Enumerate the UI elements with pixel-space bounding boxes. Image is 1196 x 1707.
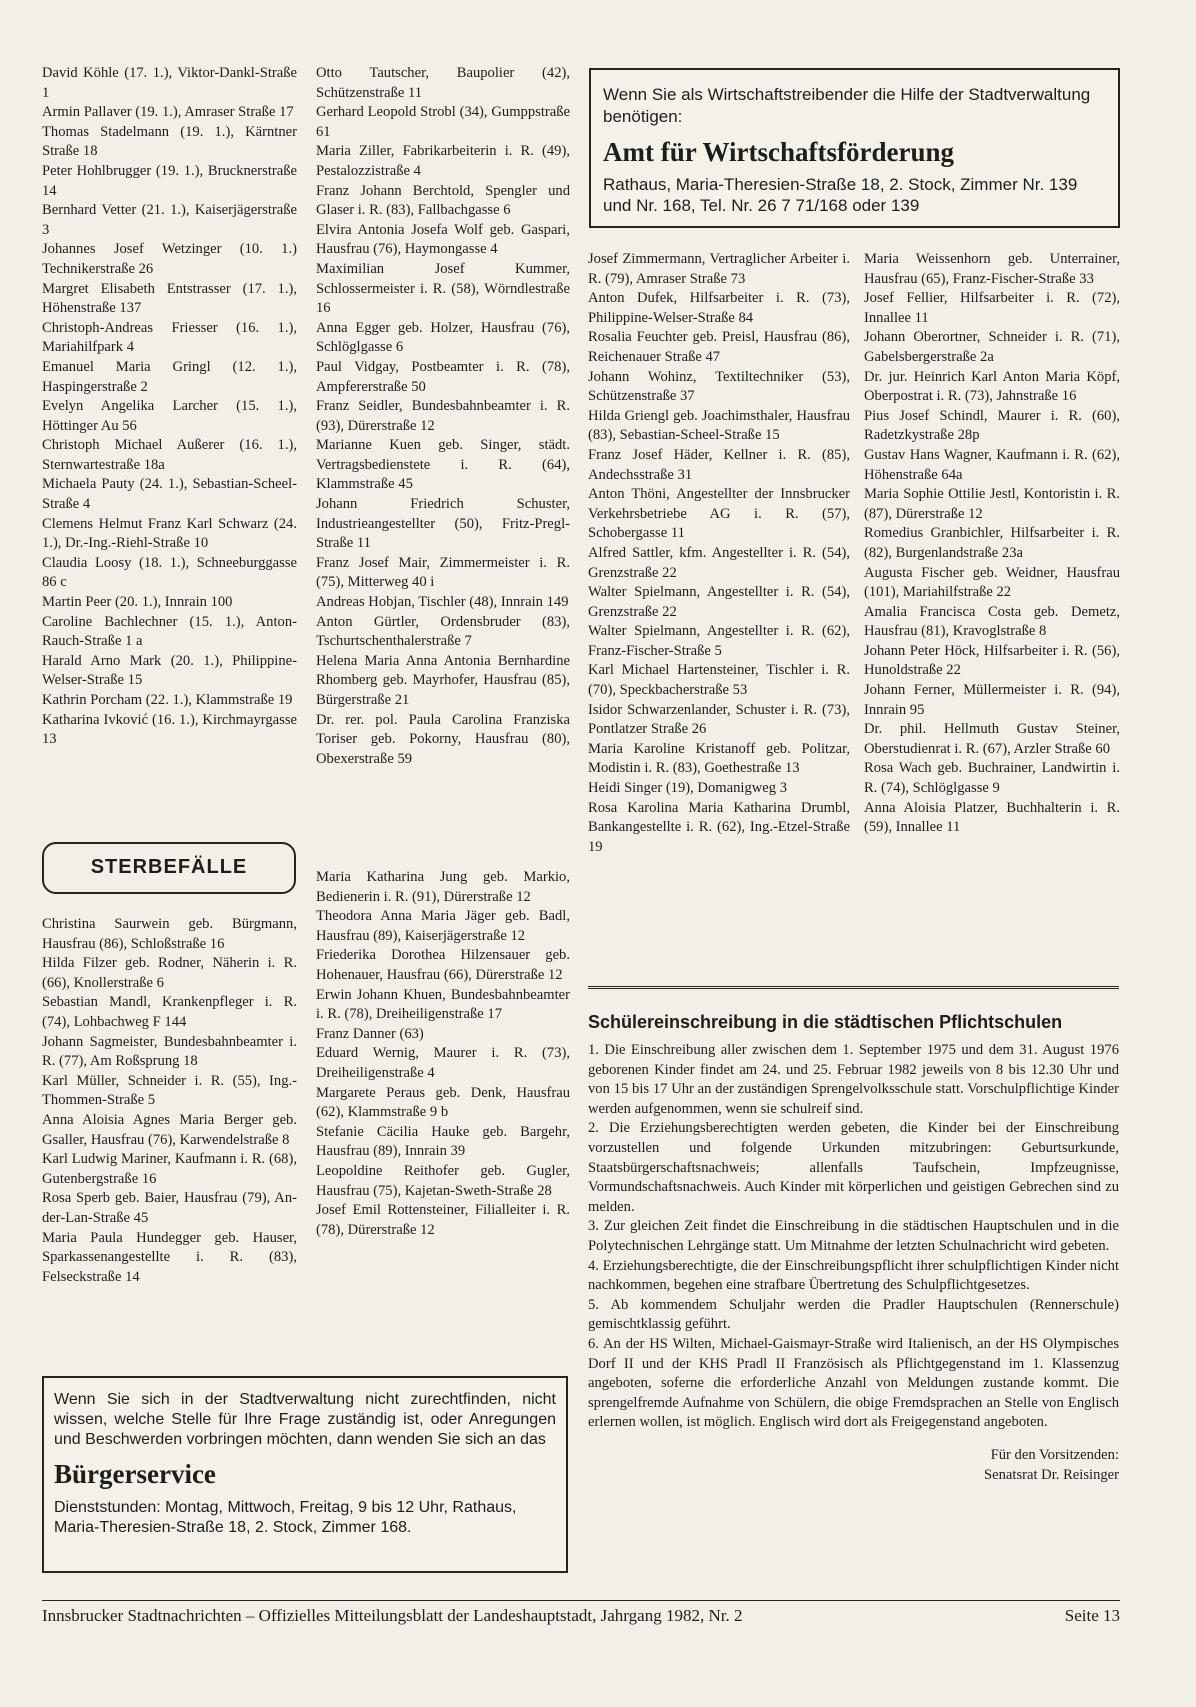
death-entry: Margarete Peraus geb. Denk, Hausfrau (62), Klammstraße 9 b xyxy=(316,1084,570,1121)
death-entry: Dr. phil. Hellmuth Gustav Steiner, Oberstudienrat i. R. (67), Arzler Straße 60 xyxy=(864,721,1120,757)
death-entry: Karl Ludwig Mariner, Kaufmann i. R. (68), Gutenbergstraße 16 xyxy=(42,1151,297,1187)
wirtschaft-title: Amt für Wirtschaftsförderung xyxy=(603,137,954,167)
footer-publication: Innsbrucker Stadtnachrichten – Offizielles Mitteilungsblatt der Landeshauptstadt, Jahrgang 1982, Nr. 2 xyxy=(42,1606,743,1625)
death-entry: Augusta Fischer geb. Weidner, Hausfrau (101), Mariahilfstraße 22 xyxy=(864,564,1120,601)
birth-entry: Margret Elisabeth Entstrasser (17. 1.), Höhenstraße 137 xyxy=(42,280,297,317)
death-entry: Hilda Griengl geb. Joachimsthaler, Hausfrau (83), Sebastian-Scheel-Straße 15 xyxy=(588,407,850,444)
death-entry: Johann Sagmeister, Bundesbahnbeamter i. R. (77), Am Roßsprung 18 xyxy=(42,1033,297,1070)
births-column-2 xyxy=(316,64,570,769)
death-entry: Maria Weissenhorn geb. Unterrainer, Hausfrau (65), Franz-Fischer-Straße 33 xyxy=(864,251,1120,287)
death-entry: Karl Michael Hartensteiner, Tischler i. R. (70), Speckbacherstraße 53 xyxy=(588,662,850,699)
signature-line-2: Senatsrat Dr. Reisinger xyxy=(984,1466,1119,1483)
death-entry: Amalia Francisca Costa geb. Demetz, Hausfrau (81), Kravoglstraße 8 xyxy=(864,603,1120,640)
death-entry: Anton Thöni, Angestellter der Innsbrucker Verkehrsbetriebe AG i. R. (57), Schobergasse 11 xyxy=(588,486,850,542)
death-entry: Franz Danner (63) xyxy=(316,1025,424,1042)
death-entry: Erwin Johann Khuen, Bundesbahnbeamter i. R. (78), Dreiheiligenstraße 17 xyxy=(316,986,570,1023)
births-column-1 xyxy=(42,64,297,750)
birth-entry: Peter Hohlbrugger (19. 1.), Brucknerstraße 14 xyxy=(42,162,297,199)
death-entry: Anton Dufek, Hilfsarbeiter i. R. (73), Philippine-Welser-Straße 84 xyxy=(588,290,850,326)
deaths-column-1 xyxy=(42,915,297,1287)
death-entry: Maria Paula Hundegger geb. Hauser, Sparkassenangestellte i. R. (83), Felseckstraße 14 xyxy=(42,1229,297,1285)
death-entry: Johann Ferner, Müllermeister i. R. (94), Innrain 95 xyxy=(864,682,1120,718)
birth-entry: Andreas Hobjan, Tischler (48), Innrain 149 xyxy=(316,594,569,611)
death-entry: Johann Oberortner, Schneider i. R. (71), Gabelsbergerstraße 2a xyxy=(864,329,1120,365)
footer-page-number: Seite 13 xyxy=(1064,1606,1120,1625)
birth-entry: Armin Pallaver (19. 1.), Amraser Straße 17 xyxy=(42,104,294,121)
death-entry: Pius Josef Schindl, Maurer i. R. (60), Radetzkystraße 28p xyxy=(864,407,1120,444)
school-item: 6. An der HS Wilten, Michael-Gaismayr-Straße wird Italienisch, an der HS Olympisches Dorf II und der KHS Pradl II Französisch als Pflichtgegenstand im 1. Klassenzug angeboten, soferne die erforderliche Anzahl von Meldungen zustande kommt. Die sprengelfremde Aufnahme von Schülern, die obige Fremdsprachen an Stelle von Englisch erlernen wollen, ist möglich. Englisch wird dort als Freigegenstand angeboten. xyxy=(588,1335,1119,1431)
death-entry: Rosa Wach geb. Buchrainer, Landwirtin i. R. (74), Schlöglgasse 9 xyxy=(864,760,1120,797)
birth-entry: Helena Maria Anna Antonia Bernhardine Rhomberg geb. Mayrhofer, Hausfrau (85), Bürgerstraße 21 xyxy=(316,652,570,708)
death-entry: Alfred Sattler, kfm. Angestellter i. R. (54), Grenzstraße 22 xyxy=(588,544,850,581)
death-entry: Rosa Karolina Maria Katharina Drumbl, Bankangestellte i. R. (62), Ing.-Etzel-Straße 19 xyxy=(588,799,850,855)
birth-entry: Evelyn Angelika Larcher (15. 1.), Höttinger Au 56 xyxy=(42,398,297,434)
birth-entry: Johannes Josef Wetzinger (10. 1.) Technikerstraße 26 xyxy=(42,241,297,277)
birth-entry: Harald Arno Mark (20. 1.), Philippine-Welser-Straße 15 xyxy=(42,652,297,689)
buergerservice-box xyxy=(42,1376,568,1573)
deaths-column-3 xyxy=(588,250,850,857)
death-entry: Gustav Hans Wagner, Kaufmann i. R. (62), Höhenstraße 64a xyxy=(864,446,1120,483)
birth-entry: Dr. rer. pol. Paula Carolina Franziska Toriser geb. Pokorny, Hausfrau (80), Obexerstraße 59 xyxy=(316,711,570,767)
birth-entry: Clemens Helmut Franz Karl Schwarz (24. 1.), Dr.-Ing.-Riehl-Straße 10 xyxy=(42,515,297,552)
birth-entry: Emanuel Maria Gringl (12. 1.), Haspingerstraße 2 xyxy=(42,358,297,395)
school-item: 3. Zur gleichen Zeit findet die Einschreibung in die städtischen Hauptschulen und in die Polytechnischen Lehrgänge statt. Um Mitnahme der letzten Schulnachricht wird gebeten. xyxy=(588,1218,1119,1254)
deaths-column-4 xyxy=(864,250,1120,838)
death-entry: Hilda Filzer geb. Rodner, Näherin i. R. (66), Knollerstraße 6 xyxy=(42,955,297,991)
death-entry: Maria Karoline Kristanoff geb. Politzar, Modistin i. R. (83), Goethestraße 13 xyxy=(588,740,850,777)
wirtschaft-intro: Wenn Sie als Wirtschaftstreibender die Hilfe der Stadtverwaltung benötigen: xyxy=(603,85,1091,126)
death-entry: Karl Müller, Schneider i. R. (55), Ing.-Thommen-Straße 5 xyxy=(42,1072,297,1109)
birth-entry: Elvira Antonia Josefa Wolf geb. Gaspari, Hausfrau (76), Haymongasse 4 xyxy=(316,221,570,258)
school-item: 4. Erziehungsberechtigte, die der Einschreibungspflicht ihrer schulpflichtigen Kinder nicht nachkommen, begehen eine strafbare Übertretung des Schulpflichtgesetzes. xyxy=(588,1257,1119,1294)
death-entry: Friederika Dorothea Hilzensauer geb. Hohenauer, Hausfrau (66), Dürerstraße 12 xyxy=(316,947,570,983)
death-entry: Stefanie Cäcilia Hauke geb. Bargehr, Hausfrau (89), Innrain 39 xyxy=(316,1123,570,1160)
birth-entry: David Köhle (17. 1.), Viktor-Dankl-Straße 1 xyxy=(42,65,297,101)
school-items xyxy=(588,1041,1119,1433)
death-entry: Walter Spielmann, Angestellter i. R. (62), Franz-Fischer-Straße 5 xyxy=(588,623,850,659)
footer-divider xyxy=(42,1600,1120,1601)
school-divider xyxy=(588,986,1119,991)
death-entry: Leopoldine Reithofer geb. Gugler, Hausfrau (75), Kajetan-Sweth-Straße 28 xyxy=(316,1162,570,1199)
death-entry: Rosalia Feuchter geb. Preisl, Hausfrau (86), Reichenauer Straße 47 xyxy=(588,329,850,365)
birth-entry: Marianne Kuen geb. Singer, städt. Vertragsbedienstete i. R. (64), Klammstraße 45 xyxy=(316,437,570,493)
death-entry: Maria Katharina Jung geb. Markio, Bedienerin i. R. (91), Dürerstraße 12 xyxy=(316,869,570,905)
deaths-column-2 xyxy=(316,868,570,1240)
school-heading: Schülereinschreibung in die städtischen Pflichtschulen xyxy=(588,1012,1063,1032)
page-footer xyxy=(42,1606,1120,1626)
death-entry: Sebastian Mandl, Krankenpfleger i. R. (74), Lohbachweg F 144 xyxy=(42,994,297,1030)
birth-entry: Martin Peer (20. 1.), Innrain 100 xyxy=(42,594,233,611)
birth-entry: Gerhard Leopold Strobl (34), Gumppstraße 61 xyxy=(316,104,570,140)
death-entry: Romedius Granbichler, Hilfsarbeiter i. R. (82), Burgenlandstraße 23a xyxy=(864,525,1120,561)
school-signature xyxy=(588,1445,1119,1485)
deaths-heading: STERBEFÄLLE xyxy=(42,842,296,894)
birth-entry: Franz Seidler, Bundesbahnbeamter i. R. (93), Dürerstraße 12 xyxy=(316,398,570,434)
birth-entry: Maria Ziller, Fabrikarbeiterin i. R. (49), Pestalozzistraße 4 xyxy=(316,143,570,179)
buergerservice-hours: Dienststunden: Montag, Mittwoch, Freitag, 9 bis 12 Uhr, Rathaus, Maria-Theresien-Straße 18, 2. Stock, Zimmer 168. xyxy=(54,1499,517,1536)
birth-entry: Christoph Michael Außerer (16. 1.), Sternwartestraße 18a xyxy=(42,437,297,473)
death-entry: Franz Josef Häder, Kellner i. R. (85), Andechsstraße 31 xyxy=(588,446,850,483)
school-item: 5. Ab kommendem Schuljahr werden die Pradler Hauptschulen (Rennerschule) gemischtklassig geführt. xyxy=(588,1296,1119,1333)
birth-entry: Franz Josef Mair, Zimmermeister i. R. (75), Mitterweg 40 i xyxy=(316,554,570,591)
birth-entry: Thomas Stadelmann (19. 1.), Kärntner Straße 18 xyxy=(42,123,297,160)
death-entry: Anna Aloisia Platzer, Buchhalterin i. R. (59), Innallee 11 xyxy=(864,799,1120,836)
birth-entry: Christoph-Andreas Friesser (16. 1.), Mariahilfpark 4 xyxy=(42,319,297,356)
death-entry: Christina Saurwein geb. Bürgmann, Hausfrau (86), Schloßstraße 16 xyxy=(42,916,297,952)
school-item: 1. Die Einschreibung aller zwischen dem 1. September 1975 und dem 31. August 1976 geborenen Kinder findet am 24. und 25. Februar 1982 jeweils von 8 bis 12.30 Uhr und von 15 bis 17 Uhr an der zuständigen Sprengelvolksschule statt. Vorschulpflichtige Kinder werden aufgenommen, wenn sie schulreif sind. xyxy=(588,1042,1119,1117)
wirtschaft-address: Rathaus, Maria-Theresien-Straße 18, 2. Stock, Zimmer Nr. 139 und Nr. 168, Tel. Nr. 26 7 71/168 oder 139 xyxy=(603,175,1078,215)
death-entry: Josef Zimmermann, Vertraglicher Arbeiter i. R. (79), Amraser Straße 73 xyxy=(588,251,850,287)
death-entry: Eduard Wernig, Maurer i. R. (73), Dreiheiligenstraße 4 xyxy=(316,1045,570,1081)
death-entry: Josef Emil Rottensteiner, Filialleiter i. R. (78), Dürerstraße 12 xyxy=(316,1202,570,1238)
birth-entry: Anna Egger geb. Holzer, Hausfrau (76), Schlöglgasse 6 xyxy=(316,319,570,356)
buergerservice-title: Bürgerservice xyxy=(54,1459,216,1489)
birth-entry: Caroline Bachlechner (15. 1.), Anton-Rauch-Straße 1 a xyxy=(42,613,297,650)
birth-entry: Kathrin Porcham (22. 1.), Klammstraße 19 xyxy=(42,692,293,708)
buergerservice-intro: Wenn Sie sich in der Stadtverwaltung nicht zurechtfinden, nicht wissen, welche Stelle für Ihre Frage zuständig ist, oder Anregungen und Beschwerden vorbringen möchten, dann wenden Sie sich an das xyxy=(54,1391,556,1448)
death-entry: Anna Aloisia Agnes Maria Berger geb. Gsaller, Hausfrau (76), Karwendelstraße 8 xyxy=(42,1111,297,1148)
school-item: 2. Die Erziehungsberechtigten werden gebeten, die Kinder bei der Einschreibung vorzustellen und folgende Urkunden mitzubringen: Geburtsurkunde, Staatsbürgerschaftsnachweis; allenfalls Taufschein, Impfzeugnisse, Vormundschaftsnachweis. Auch Kinder mit körperlichen und geistigen Gebrechen sind zu melden. xyxy=(588,1120,1119,1215)
death-entry: Dr. jur. Heinrich Karl Anton Maria Köpf, Oberpostrat i. R. (73), Jahnstraße 16 xyxy=(864,368,1120,405)
signature-line-1: Für den Vorsitzenden: xyxy=(990,1446,1119,1463)
birth-entry: Bernhard Vetter (21. 1.), Kaiserjägerstraße 3 xyxy=(42,202,297,238)
birth-entry: Katharina Ivković (16. 1.), Kirchmayrgasse 13 xyxy=(42,711,297,748)
wirtschaft-info-box xyxy=(589,68,1120,228)
birth-entry: Michaela Pauty (24. 1.), Sebastian-Scheel-Straße 4 xyxy=(42,476,297,513)
school-section xyxy=(588,1012,1119,1485)
death-entry: Isidor Schwarzenlander, Schuster i. R. (73), Pontlatzer Straße 26 xyxy=(588,701,850,738)
birth-entry: Paul Vidgay, Postbeamter i. R. (78), Ampfererstraße 50 xyxy=(316,358,570,395)
death-entry: Maria Sophie Ottilie Jestl, Kontoristin i. R. (87), Dürerstraße 12 xyxy=(864,486,1120,522)
death-entry: Johann Wohinz, Textiltechniker (53), Schützenstraße 37 xyxy=(588,368,850,405)
death-entry: Josef Fellier, Hilfsarbeiter i. R. (72), Innallee 11 xyxy=(864,290,1120,326)
death-entry: Heidi Singer (19), Domanigweg 3 xyxy=(588,780,788,797)
death-entry: Walter Spielmann, Angestellter i. R. (54), Grenzstraße 22 xyxy=(588,584,850,620)
birth-entry: Johann Friedrich Schuster, Industrieangestellter (50), Fritz-Pregl-Straße 11 xyxy=(316,496,570,552)
death-entry: Theodora Anna Maria Jäger geb. Badl, Hausfrau (89), Kaiserjägerstraße 12 xyxy=(316,908,570,944)
birth-entry: Franz Johann Berchtold, Spengler und Glaser i. R. (83), Fallbachgasse 6 xyxy=(316,182,570,219)
birth-entry: Maximilian Josef Kummer, Schlossermeister i. R. (58), Wörndlestraße 16 xyxy=(316,260,570,317)
birth-entry: Anton Gürtler, Ordensbruder (83), Tschurtschenthalerstraße 7 xyxy=(316,613,570,650)
birth-entry: Otto Tautscher, Baupolier (42), Schützenstraße 11 xyxy=(316,65,570,101)
death-entry: Johann Peter Höck, Hilfsarbeiter i. R. (56), Hunoldstraße 22 xyxy=(864,642,1120,679)
death-entry: Rosa Sperb geb. Baier, Hausfrau (79), An-der-Lan-Straße 45 xyxy=(42,1190,297,1226)
birth-entry: Claudia Loosy (18. 1.), Schneeburggasse 86 c xyxy=(42,554,297,591)
